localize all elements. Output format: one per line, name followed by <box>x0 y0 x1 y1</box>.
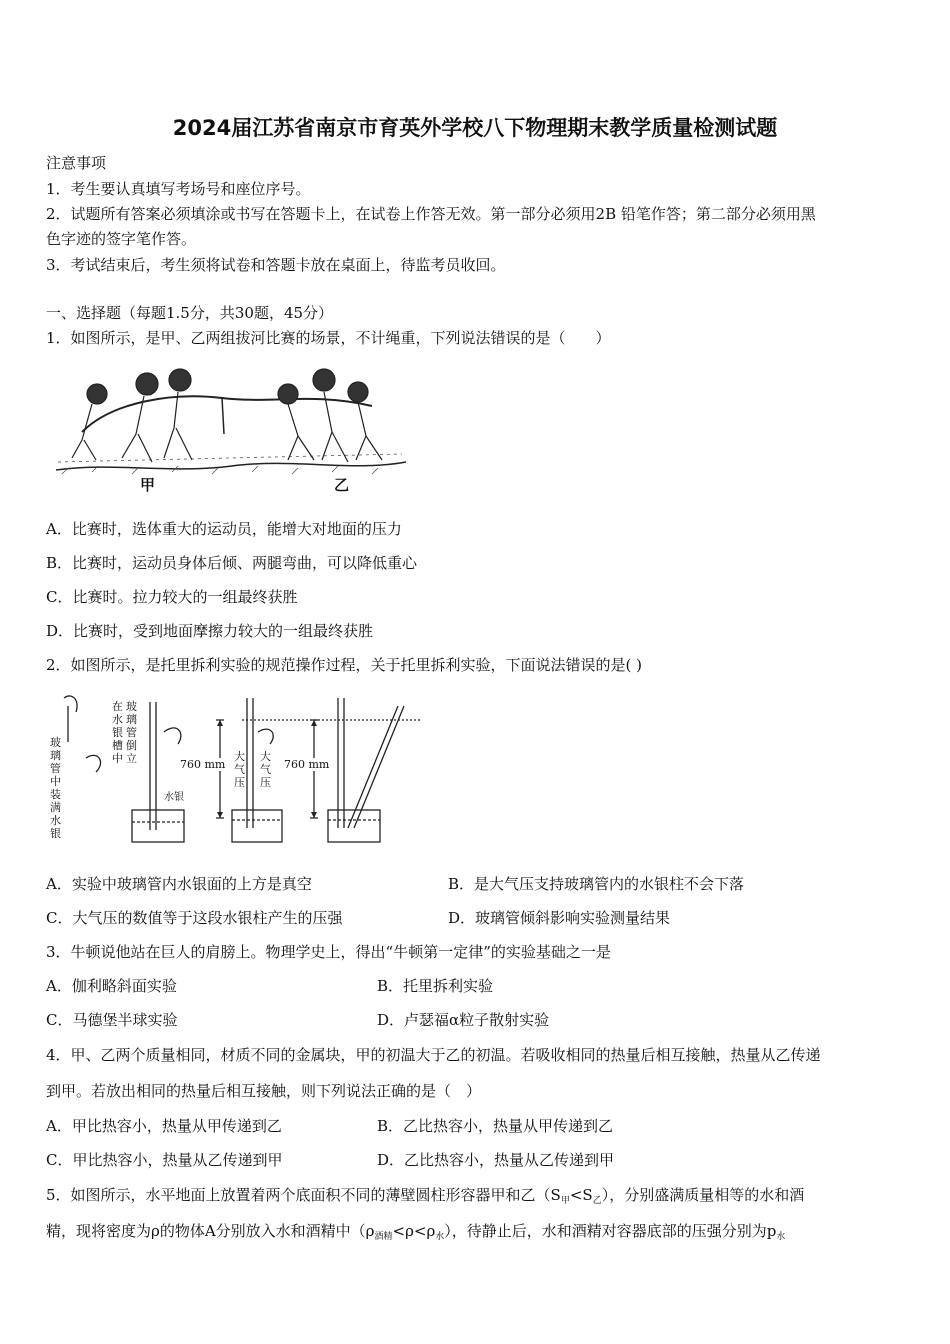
q3-option-b: B．托里拆利实验 <box>377 977 494 995</box>
tug-of-war-illustration <box>52 362 412 496</box>
q5-line-2 <box>46 1220 785 1242</box>
q5-sub-shui: 水 <box>435 1232 445 1242</box>
q4-option-b: B．乙比热容小，热量从甲传递到乙 <box>377 1117 614 1135</box>
q5-line2-part-c: ），待静止后，水和酒精对容器底部的压强分别为p <box>444 1222 777 1240</box>
torricelli-label-invert: 玻璃管倒立 <box>126 700 137 765</box>
notice-item-2-cont: 色字迹的签字笔作答。 <box>46 230 197 248</box>
notice-item-3: 3．考试结束后，考生须将试卷和答题卡放在桌面上，待监考员收回。 <box>46 256 506 274</box>
q5-line1-part-b: ），分别盛满质量相等的水和酒 <box>601 1186 805 1204</box>
q4-option-d: D．乙比热容小，热量从乙传递到甲 <box>377 1151 615 1169</box>
q5-line2-part-b: <ρ<ρ <box>392 1222 436 1240</box>
q5-sub-yi: 乙 <box>592 1196 602 1206</box>
q1-option-c: C．比赛时。拉力较大的一组最终获胜 <box>46 588 298 606</box>
q3-option-c: C．马德堡半球实验 <box>46 1011 178 1029</box>
torricelli-atm-2: 大气压 <box>260 750 271 789</box>
q4-option-c: C．甲比热容小，热量从乙传递到甲 <box>46 1151 283 1169</box>
q2-option-b: B．是大气压支持玻璃管内的水银柱不会下落 <box>448 875 745 893</box>
notice-item-1: 1．考生要认真填写考场号和座位序号。 <box>46 180 311 198</box>
q5-sub-jiujing: 酒精 <box>374 1232 393 1242</box>
q1-label-left: 甲 <box>140 476 156 494</box>
q2-option-d: D．玻璃管倾斜影响实验测量结果 <box>448 909 671 927</box>
tug-of-war-figure <box>52 362 412 496</box>
q3-option-d: D．卢瑟福α粒子散射实验 <box>377 1011 550 1029</box>
q2-option-c: C．大气压的数值等于这段水银柱产生的压强 <box>46 909 343 927</box>
torricelli-atm-1: 大气压 <box>234 750 245 789</box>
notice-item-2: 2．试题所有答案必须填涂或书写在答题卡上，在试卷上作答无效。第一部分必须用2B 铅笔作答；第二部分必须用黑 <box>46 205 816 223</box>
q5-lt: <S <box>569 1186 593 1204</box>
q2-option-a: A．实验中玻璃管内水银面的上方是真空 <box>46 875 312 893</box>
q1-stem: 1．如图所示，是甲、乙两组拔河比赛的场景，不计绳重，下列说法错误的是（ ） <box>46 329 611 347</box>
section-heading: 一、选择题（每题1.5分，共30题，45分） <box>46 304 334 322</box>
q1-option-a: A．比赛时，选体重大的运动员，能增大对地面的压力 <box>46 520 402 538</box>
torricelli-label-dish: 在水银槽中 <box>112 700 123 765</box>
q5-line2-part-a: 精，现将密度为ρ的物体A分别放入水和酒精中（ρ <box>46 1222 375 1240</box>
q1-label-right: 乙 <box>334 476 350 494</box>
q4-option-a: A．甲比热容小，热量从甲传递到乙 <box>46 1117 282 1135</box>
q2-stem: 2．如图所示，是托里拆利实验的规范操作过程，关于托里拆利实验，下面说法错误的是( ) <box>46 656 643 674</box>
q5-sub-shui-2: 水 <box>776 1232 786 1242</box>
q3-stem: 3．牛顿说他站在巨人的肩膀上。物理学史上，得出“牛顿第一定律”的实验基础之一是 <box>46 943 611 961</box>
torricelli-height-1: 760 mm <box>180 758 226 771</box>
q4-stem-1: 4．甲、乙两个质量相同，材质不同的金属块，甲的初温大于乙的初温。若吸收相同的热量后相互接触，热量从乙传递 <box>46 1046 821 1064</box>
q5-line1-part-a: 5．如图所示，水平地面上放置着两个底面积不同的薄壁圆柱形容器甲和乙（S <box>46 1186 561 1204</box>
torricelli-label-mercury: 水银 <box>164 792 184 803</box>
page-title: 2024届江苏省南京市育英外学校八下物理期末教学质量检测试题 <box>172 116 778 140</box>
torricelli-height-2: 760 mm <box>284 758 330 771</box>
q3-option-a: A．伽利略斜面实验 <box>46 977 177 995</box>
q5-line-1 <box>46 1184 804 1206</box>
q1-option-b: B．比赛时，运动员身体后倾、两腿弯曲，可以降低重心 <box>46 554 418 572</box>
notice-heading: 注意事项 <box>46 154 107 172</box>
torricelli-label-fill: 玻璃管中装满水银 <box>50 736 61 840</box>
q4-stem-2: 到甲。若放出相同的热量后相互接触，则下列说法正确的是（ ） <box>46 1082 482 1100</box>
q1-option-d: D．比赛时，受到地面摩擦力较大的一组最终获胜 <box>46 622 374 640</box>
q5-sub-jia: 甲 <box>560 1196 570 1206</box>
torricelli-figure <box>46 692 426 856</box>
